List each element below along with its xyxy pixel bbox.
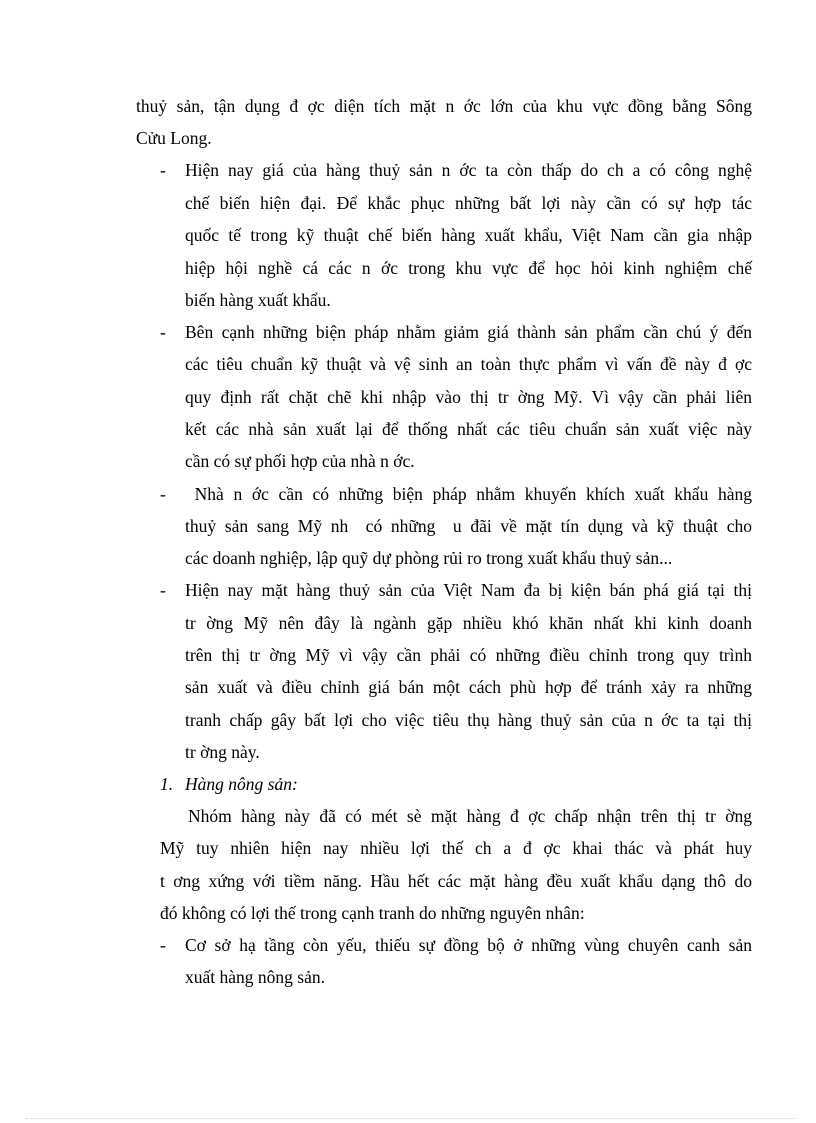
page-bottom-divider bbox=[26, 1118, 796, 1119]
bullet-line: kết các nhà sản xuất lại để thống nhất các tiêu chuẩn sản xuất việc này bbox=[185, 419, 752, 439]
bullet-line: chế biến hiện đại. Để khắc phục những bất lợi này cần có sự hợp tác bbox=[185, 193, 752, 213]
paragraph-line: Mỹ tuy nhiên hiện nay nhiều lợi thế ch a đ ợc khai thác và phát huy bbox=[160, 838, 752, 858]
paragraph-line: t ơng xứng với tiềm năng. Hầu hết các mặt hàng đều xuất khẩu dạng thô do bbox=[160, 871, 752, 891]
bullet-line: hiệp hội nghề cá các n ớc trong khu vực để học hỏi kinh nghiệm chế bbox=[185, 258, 752, 278]
paragraph-line: Nhóm hàng này đã có mét sè mặt hàng đ ợc chấp nhận trên thị tr ờng bbox=[188, 806, 752, 826]
bullet-marker: - bbox=[160, 580, 166, 600]
paragraph-line: Cửu Long. bbox=[136, 128, 212, 148]
bullet-line: Hiện nay mặt hàng thuỷ sản của Việt Nam đa bị kiện bán phá giá tại thị bbox=[185, 580, 752, 600]
bullet-line: Bên cạnh những biện pháp nhằm giảm giá thành sản phẩm cần chú ý đến bbox=[185, 322, 752, 342]
bullet-line: các doanh nghiệp, lập quỹ dự phòng rủi ro trong xuất khẩu thuỷ sản... bbox=[185, 548, 673, 568]
bullet-line: trên thị tr ờng Mỹ vì vậy cần phải có những điều chỉnh trong quy trình bbox=[185, 645, 752, 665]
bullet-line: xuất hàng nông sản. bbox=[185, 967, 325, 987]
bullet-line: sản xuất và điều chỉnh giá bán một cách phù hợp để tránh xảy ra những bbox=[185, 677, 752, 697]
bullet-line: cần có sự phối hợp của nhà n ớc. bbox=[185, 451, 415, 471]
paragraph-line: đó không có lợi thế trong cạnh tranh do những nguyên nhân: bbox=[160, 903, 585, 923]
bullet-line: tranh chấp gây bất lợi cho việc tiêu thụ hàng thuỷ sản của n ớc ta tại thị bbox=[185, 710, 752, 730]
bullet-line: quy định rất chặt chẽ khi nhập vào thị tr ờng Mỹ. Vì vậy cần phải liên bbox=[185, 387, 752, 407]
paragraph-line: thuỷ sản, tận dụng đ ợc diện tích mặt n ớc lớn của khu vực đồng bằng Sông bbox=[136, 96, 752, 116]
section-number: 1. bbox=[160, 774, 174, 794]
bullet-line: các tiêu chuẩn kỹ thuật và vệ sinh an toàn thực phẩm vì vấn đề này đ ợc bbox=[185, 354, 752, 374]
bullet-line: biến hàng xuất khẩu. bbox=[185, 290, 331, 310]
bullet-marker: - bbox=[160, 160, 166, 180]
bullet-line: tr ờng Mỹ nên đây là ngành gặp nhiều khó khăn nhất khi kinh doanh bbox=[185, 613, 752, 633]
bullet-line: thuỷ sản sang Mỹ nh có những u đãi về mặt tín dụng và kỹ thuật cho bbox=[185, 516, 752, 536]
bullet-line: quốc tế trong kỹ thuật chế biến hàng xuất khẩu, Việt Nam cần gia nhập bbox=[185, 225, 752, 245]
section-title: Hàng nông sản: bbox=[185, 774, 298, 794]
bullet-line: Nhà n ớc cần có những biện pháp nhằm khuyến khích xuất khẩu hàng bbox=[185, 484, 752, 504]
bullet-line: tr ờng này. bbox=[185, 742, 260, 762]
bullet-line: Hiện nay giá của hàng thuỷ sản n ớc ta còn thấp do ch a có công nghệ bbox=[185, 160, 752, 180]
bullet-marker: - bbox=[160, 935, 166, 955]
bullet-marker: - bbox=[160, 484, 166, 504]
bullet-marker: - bbox=[160, 322, 166, 342]
bullet-line: Cơ sở hạ tầng còn yếu, thiếu sự đồng bộ ở những vùng chuyên canh sản bbox=[185, 935, 752, 955]
